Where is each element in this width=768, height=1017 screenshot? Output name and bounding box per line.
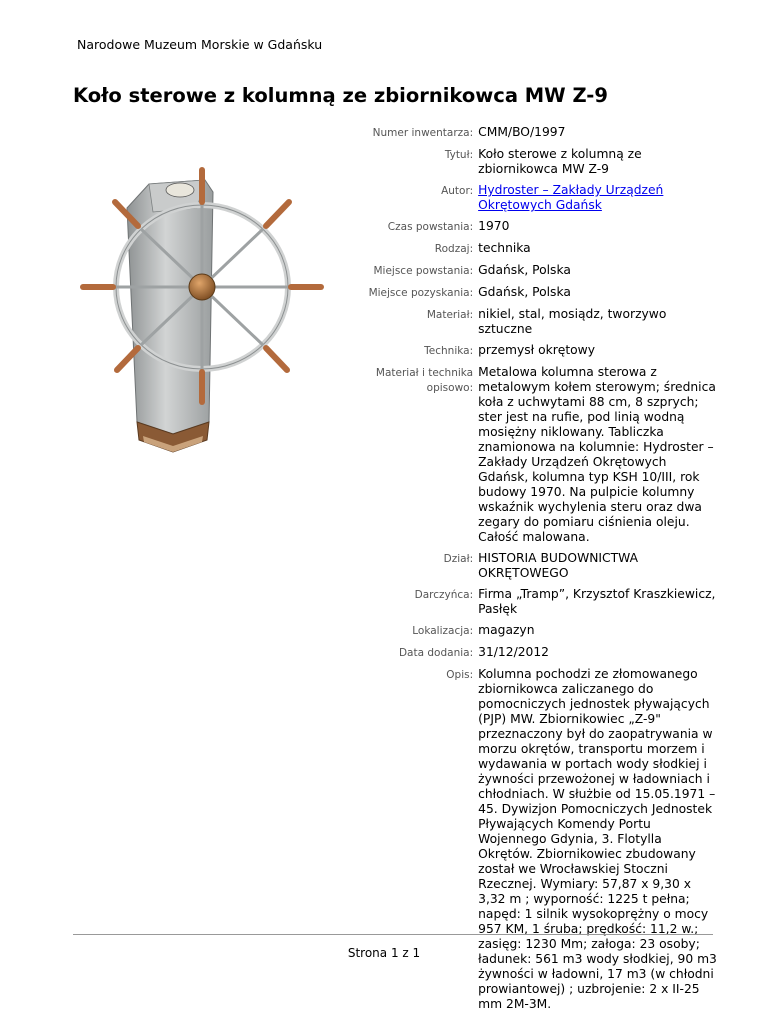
field-label: Autor: — [441, 185, 474, 197]
field-label: Dział: — [443, 553, 474, 565]
field-label: Miejsce powstania: — [373, 265, 474, 277]
field-value: HISTORIA BUDOWNICTWA OKRĘTOWEGO — [478, 551, 639, 580]
metadata-row — [330, 262, 720, 284]
field-value: magazyn — [478, 623, 535, 637]
metadata-row — [330, 586, 720, 622]
field-label: Materiał: — [426, 309, 474, 321]
metadata-row — [330, 306, 720, 342]
field-value: Firma „Tramp”, Krzysztof Kraszkiewicz, Pasłęk — [478, 587, 716, 616]
metadata-row — [330, 666, 720, 1017]
field-label: Czas powstania: — [387, 221, 474, 233]
metadata-row — [330, 124, 720, 146]
field-value: CMM/BO/1997 — [478, 125, 566, 139]
field-label: Opis: — [446, 669, 474, 681]
field-value: 1970 — [478, 219, 510, 233]
footer-divider — [73, 934, 713, 935]
page-number: Strona 1 z 1 — [347, 946, 421, 960]
field-label: Materiał i technika opisowo: — [375, 367, 474, 394]
field-label: Data dodania: — [398, 647, 474, 659]
field-value: Gdańsk, Polska — [478, 263, 571, 277]
metadata-row — [330, 284, 720, 306]
metadata-row — [330, 342, 720, 364]
field-value: nikiel, stal, mosiądz, tworzywo sztuczne — [478, 307, 667, 336]
field-label: Rodzaj: — [434, 243, 474, 255]
field-value — [478, 182, 720, 218]
field-value: Metalowa kolumna sterowa z metalowym kołem sterowym; średnica koła z uchwytami 88 cm, 8 szprych; ster jest na rufie, pod linią wodną mosiężny niklowany. Tabliczka znamionowa na kolumnie: Hydroster – Zakłady Urządzeń Okrętowych Gdańsk, kolumna typ KSH 10/III, rok budowy 1970. Na pulpicie kolumny wskaźnik wychylenia steru oraz dwa zegary do pomiaru ciśnienia oleju. Całość malowana. — [478, 365, 716, 544]
ship-wheel-icon — [77, 122, 327, 494]
field-value: Gdańsk, Polska — [478, 285, 571, 299]
metadata-row — [330, 644, 720, 666]
site-name: Narodowe Muzeum Morskie w Gdańsku — [77, 37, 323, 52]
field-value: Kolumna pochodzi ze złomowanego zbiornikowca zaliczanego do pomocniczych jednostek pływających (PJP) MW. Zbiornikowiec „Z-9" przeznaczony był do zaopatrywania w morzu okrętów, transportu morzem i wydawania w portach wody słodkiej i żywności przewożonej w ładowniach i chłodniach. W służbie od 15.05.1971 – 45. Dywizjon Pomocniczych Jednostek Pływających Komendy Portu Wojennego Gdynia, 3. Flotylla Okrętów. Zbiornikowiec zbudowany został we Wrocławskiej Stoczni Rzecznej. Wymiary: 57,87 x 9,30 x 3,32 m ; wyporność: 1225 t pełna; napęd: 1 silnik wysokoprężny o mocy 957 KM, 1 śruba; prędkość: 11,2 w.; zasięg: 1230 Mm; załoga: 23 osoby; ładunek: 561 m3 wody słodkiej, 90 m3 żywności w ładowni, 17 m3 (w chłodni prowiantowej) ; uzbrojenie: 2 x II-25 mm 2M-3M. — [478, 667, 717, 1011]
field-value: Koło sterowe z kolumną ze zbiornikowca MW Z-9 — [478, 147, 642, 176]
author-link[interactable]: Hydroster – Zakłady Urządzeń Okrętowych Gdańsk — [478, 183, 664, 212]
field-label: Numer inwentarza: — [372, 127, 474, 139]
field-label: Miejsce pozyskania: — [368, 287, 474, 299]
metadata-row — [330, 550, 720, 586]
metadata-row — [330, 182, 720, 218]
metadata-row — [330, 218, 720, 240]
metadata-table — [330, 124, 720, 1017]
field-label: Tytuł: — [444, 149, 474, 161]
field-value: przemysł okrętowy — [478, 343, 596, 357]
metadata-row — [330, 364, 720, 550]
metadata-row — [330, 146, 720, 182]
metadata-row — [330, 240, 720, 262]
field-label: Darczyńca: — [414, 589, 474, 601]
metadata-row — [330, 622, 720, 644]
page-title: Koło sterowe z kolumną ze zbiornikowca MW Z-9 — [73, 84, 608, 107]
field-label: Technika: — [424, 345, 474, 357]
field-value: 31/12/2012 — [478, 645, 550, 659]
field-value: technika — [478, 241, 531, 255]
field-label: Lokalizacja: — [412, 625, 474, 637]
